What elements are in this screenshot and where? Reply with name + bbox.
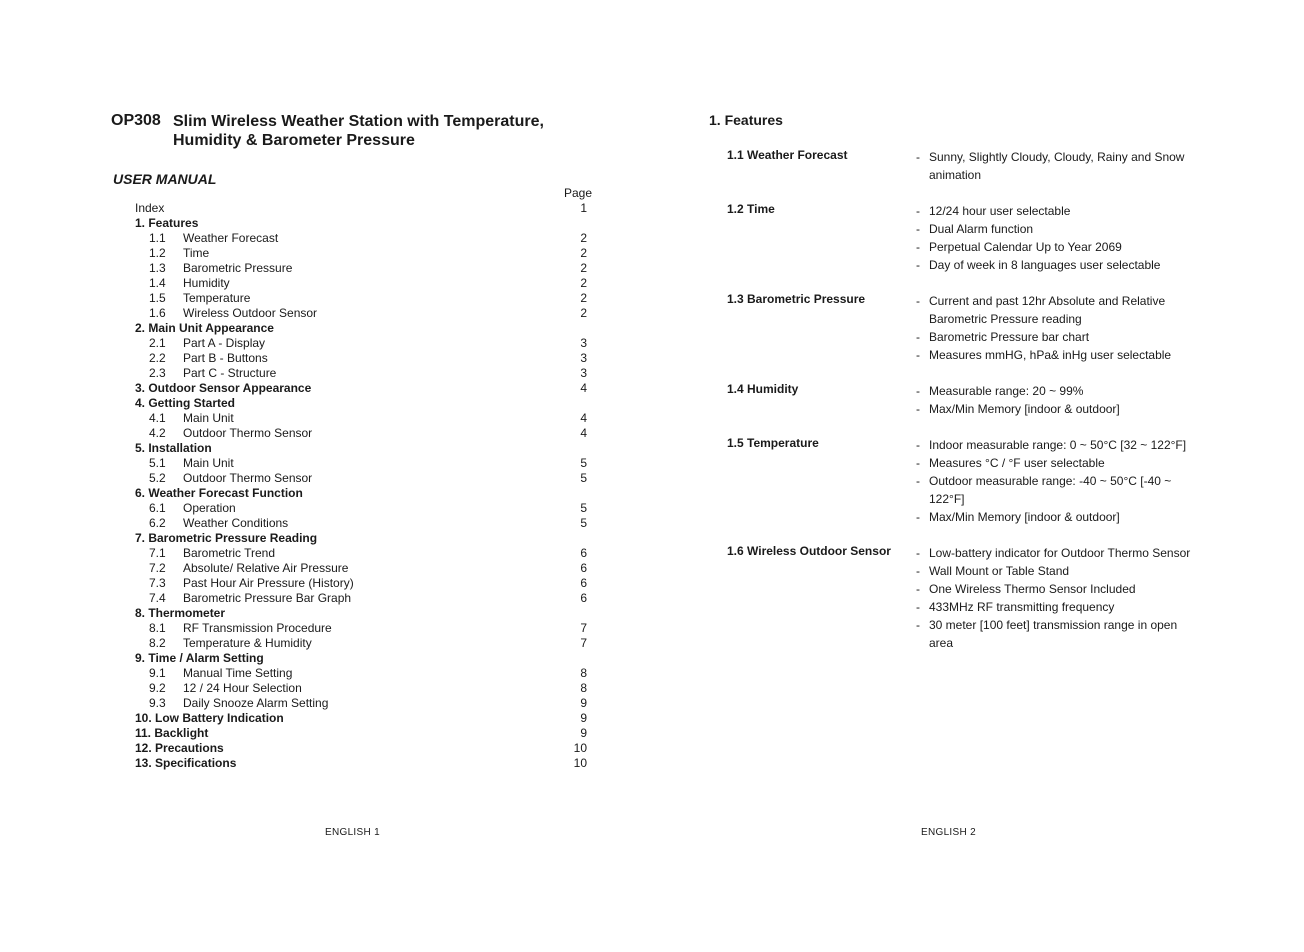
toc-item-label: 3. Outdoor Sensor Appearance <box>135 381 312 395</box>
toc-item-number: 1.2 <box>149 246 166 260</box>
toc-page-number: 6 <box>580 561 587 575</box>
right-page-footer: ENGLISH 2 <box>921 827 976 838</box>
toc-page-number: 9 <box>580 696 587 710</box>
toc-page-number: 4 <box>580 411 587 425</box>
toc-item-number: 2.2 <box>149 351 166 365</box>
toc-page-number: 3 <box>580 336 587 350</box>
toc-item-number: 1.5 <box>149 291 166 305</box>
toc-row <box>135 426 593 441</box>
toc-row <box>135 711 593 726</box>
toc-item-label: Barometric Pressure Bar Graph <box>183 591 352 605</box>
toc-row <box>135 321 593 336</box>
toc-row <box>135 741 593 756</box>
toc-row <box>135 261 593 276</box>
toc-item-label: Daily Snooze Alarm Setting <box>183 696 329 710</box>
toc-row <box>135 636 593 651</box>
toc-row <box>135 606 593 621</box>
toc-item-number: 5.2 <box>149 471 166 485</box>
toc-row <box>135 561 593 576</box>
toc-row <box>135 546 593 561</box>
toc-item-number: 7.1 <box>149 546 166 560</box>
toc-page-number: 1 <box>580 201 587 215</box>
feature-name: 1.6 Wireless Outdoor Sensor <box>727 544 891 558</box>
features-section-title: 1. Features <box>709 112 783 128</box>
feature-name: 1.4 Humidity <box>727 382 799 396</box>
toc-row <box>135 666 593 681</box>
feature-item: - Measurable range: 20 ~ 99% <box>916 382 1196 400</box>
toc-item-number: 7.3 <box>149 576 166 590</box>
toc-item-label: Temperature <box>183 291 251 305</box>
toc-row <box>135 351 593 366</box>
toc-item-label: 12 / 24 Hour Selection <box>183 681 302 695</box>
toc-page-number: 2 <box>580 261 587 275</box>
toc-page-number: 5 <box>580 471 587 485</box>
feature-name: 1.5 Temperature <box>727 436 819 450</box>
toc-page-number: 2 <box>580 276 587 290</box>
toc-item-number: 1.6 <box>149 306 166 320</box>
feature-item: - 433MHz RF transmitting frequency <box>916 598 1196 616</box>
toc-item-number: 5.1 <box>149 456 166 470</box>
table-of-contents <box>135 201 593 771</box>
toc-item-label: Operation <box>183 501 236 515</box>
user-manual-heading: USER MANUAL <box>113 171 217 187</box>
toc-row <box>135 651 593 666</box>
toc-item-label: 5. Installation <box>135 441 212 455</box>
toc-row <box>135 621 593 636</box>
toc-page-number: 2 <box>580 246 587 260</box>
toc-page-number: 3 <box>580 351 587 365</box>
toc-item-number: 4.1 <box>149 411 166 425</box>
toc-item-label: Barometric Pressure <box>183 261 293 275</box>
toc-row <box>135 441 593 456</box>
toc-item-label: Barometric Trend <box>183 546 276 560</box>
toc-item-number: 9.1 <box>149 666 166 680</box>
toc-page-number: 6 <box>580 591 587 605</box>
document-title: Slim Wireless Weather Station with Temperature, Humidity & Barometer Pressure <box>173 113 544 149</box>
feature-item: - 30 meter [100 feet] transmission range in open area <box>916 616 1196 652</box>
toc-item-label: Absolute/ Relative Air Pressure <box>183 561 349 575</box>
toc-row <box>135 456 593 471</box>
feature-item: - Wall Mount or Table Stand <box>916 562 1196 580</box>
toc-item-number: 8.2 <box>149 636 166 650</box>
toc-item-label: Outdoor Thermo Sensor <box>183 471 313 485</box>
toc-item-label: 4. Getting Started <box>135 396 236 410</box>
feature-item: - Measures mmHG, hPa& inHg user selectable <box>916 346 1196 364</box>
feature-name: 1.2 Time <box>727 202 775 216</box>
toc-row <box>135 411 593 426</box>
feature-item: - One Wireless Thermo Sensor Included <box>916 580 1196 598</box>
toc-item-label: 12. Precautions <box>135 741 224 755</box>
toc-page-number: 2 <box>580 231 587 245</box>
toc-row <box>135 276 593 291</box>
toc-item-label: 2. Main Unit Appearance <box>135 321 274 335</box>
toc-row <box>135 726 593 741</box>
left-page-footer: ENGLISH 1 <box>325 827 380 838</box>
toc-item-label: 1. Features <box>135 216 199 230</box>
toc-item-number: 1.3 <box>149 261 166 275</box>
toc-item-number: 6.1 <box>149 501 166 515</box>
toc-row <box>135 756 593 771</box>
toc-item-label: 6. Weather Forecast Function <box>135 486 303 500</box>
toc-page-number: 2 <box>580 306 587 320</box>
feature-item: - 12/24 hour user selectable <box>916 202 1196 220</box>
toc-page-column-header: Page <box>564 186 593 200</box>
toc-item-number: 2.1 <box>149 336 166 350</box>
toc-page-number: 7 <box>580 621 587 635</box>
toc-page-number: 2 <box>580 291 587 305</box>
toc-row <box>135 246 593 261</box>
toc-item-label: Part B - Buttons <box>183 351 268 365</box>
feature-item: - Barometric Pressure bar chart <box>916 328 1196 346</box>
feature-item: - Current and past 12hr Absolute and Relative Barometric Pressure reading <box>916 292 1196 328</box>
toc-row <box>135 201 593 216</box>
feature-item: - Max/Min Memory [indoor & outdoor] <box>916 508 1196 526</box>
toc-row <box>135 231 593 246</box>
toc-row <box>135 486 593 501</box>
toc-item-label: Temperature & Humidity <box>183 636 312 650</box>
feature-item: - Max/Min Memory [indoor & outdoor] <box>916 400 1196 418</box>
toc-row <box>135 576 593 591</box>
feature-name: 1.1 Weather Forecast <box>727 148 848 162</box>
toc-item-label: 11. Backlight <box>135 726 209 740</box>
toc-page-number: 4 <box>580 426 587 440</box>
right-page <box>652 0 1304 952</box>
toc-item-label: 10. Low Battery Indication <box>135 711 284 725</box>
toc-item-label: Humidity <box>183 276 230 290</box>
toc-row <box>135 396 593 411</box>
toc-page-number: 4 <box>580 381 587 395</box>
toc-page-number: 9 <box>580 711 587 725</box>
toc-item-label: 9. Time / Alarm Setting <box>135 651 264 665</box>
toc-item-label: Weather Conditions <box>183 516 289 530</box>
toc-item-label: 7. Barometric Pressure Reading <box>135 531 318 545</box>
toc-item-number: 2.3 <box>149 366 166 380</box>
toc-page-number: 8 <box>580 681 587 695</box>
toc-row <box>135 591 593 606</box>
toc-item-number: 8.1 <box>149 621 166 635</box>
toc-item-label: Outdoor Thermo Sensor <box>183 426 313 440</box>
toc-row <box>135 681 593 696</box>
toc-item-number: 1.4 <box>149 276 166 290</box>
feature-item: - Day of week in 8 languages user selectable <box>916 256 1196 274</box>
feature-item: - Outdoor measurable range: -40 ~ 50°C [-40 ~ 122°F] <box>916 472 1196 508</box>
toc-item-number: 7.4 <box>149 591 166 605</box>
toc-item-label: Index <box>135 201 165 215</box>
toc-page-number: 10 <box>573 741 587 755</box>
model-number: OP308 <box>111 112 161 129</box>
toc-row <box>135 306 593 321</box>
toc-item-label: Main Unit <box>183 411 234 425</box>
toc-item-label: Weather Forecast <box>183 231 279 245</box>
toc-row <box>135 531 593 546</box>
toc-page-number: 6 <box>580 576 587 590</box>
toc-page-number: 5 <box>580 516 587 530</box>
toc-item-number: 4.2 <box>149 426 166 440</box>
toc-page-number: 5 <box>580 456 587 470</box>
toc-row <box>135 516 593 531</box>
feature-item: - Indoor measurable range: 0 ~ 50°C [32 ~ 122°F] <box>916 436 1196 454</box>
toc-row <box>135 501 593 516</box>
toc-item-label: Main Unit <box>183 456 234 470</box>
toc-item-number: 1.1 <box>149 231 166 245</box>
toc-item-label: 13. Specifications <box>135 756 237 770</box>
feature-item: - Low-battery indicator for Outdoor Thermo Sensor <box>916 544 1196 562</box>
toc-item-label: Wireless Outdoor Sensor <box>183 306 318 320</box>
toc-page-number: 10 <box>573 756 587 770</box>
feature-item: - Perpetual Calendar Up to Year 2069 <box>916 238 1196 256</box>
toc-item-label: Past Hour Air Pressure (History) <box>183 576 354 590</box>
toc-item-label: Manual Time Setting <box>183 666 293 680</box>
toc-page-number: 8 <box>580 666 587 680</box>
toc-row <box>135 216 593 231</box>
toc-item-label: RF Transmission Procedure <box>183 621 332 635</box>
toc-row <box>135 381 593 396</box>
feature-name: 1.3 Barometric Pressure <box>727 292 866 306</box>
toc-item-number: 9.2 <box>149 681 166 695</box>
toc-page-number: 6 <box>580 546 587 560</box>
feature-item: - Measures °C / °F user selectable <box>916 454 1196 472</box>
toc-page-number: 7 <box>580 636 587 650</box>
toc-item-label: Time <box>183 246 210 260</box>
toc-row <box>135 291 593 306</box>
toc-row <box>135 336 593 351</box>
toc-item-label: Part C - Structure <box>183 366 277 380</box>
toc-row <box>135 366 593 381</box>
toc-row <box>135 696 593 711</box>
toc-item-label: Part A - Display <box>183 336 266 350</box>
toc-item-label: 8. Thermometer <box>135 606 226 620</box>
feature-item: - Sunny, Slightly Cloudy, Cloudy, Rainy and Snow animation <box>916 148 1196 184</box>
toc-page-number: 3 <box>580 366 587 380</box>
toc-page-number: 9 <box>580 726 587 740</box>
toc-row <box>135 471 593 486</box>
toc-item-number: 6.2 <box>149 516 166 530</box>
toc-item-number: 7.2 <box>149 561 166 575</box>
feature-item: - Dual Alarm function <box>916 220 1196 238</box>
toc-page-number: 5 <box>580 501 587 515</box>
toc-item-number: 9.3 <box>149 696 166 710</box>
